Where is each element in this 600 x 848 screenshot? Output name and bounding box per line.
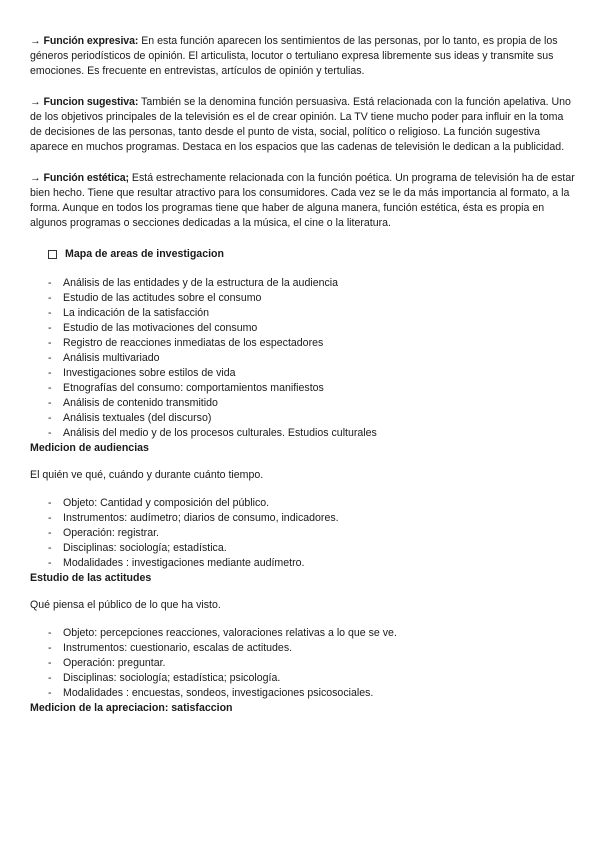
dash-bullet: - [48, 497, 52, 509]
list-item [30, 626, 575, 641]
dash-bullet: - [48, 367, 52, 379]
arrow-icon: → [30, 172, 41, 184]
paragraph-funcion-estetica [30, 171, 575, 231]
dash-bullet: - [48, 627, 52, 639]
list-item [30, 671, 575, 686]
list-item-text: Análisis del medio y de los procesos culturales. Estudios culturales [63, 427, 377, 439]
list-item [30, 496, 575, 511]
list-item-text: Instrumentos: audímetro; diarios de consumo, indicadores. [63, 512, 339, 524]
list-item-text: Objeto: Cantidad y composición del público. [63, 497, 270, 509]
paragraph-text: En esta función aparecen los sentimientos de las personas, por lo tanto, es propia de los géneros periodísticos de opinión. El articulista, locutor o tertuliano expresa libremente sus ideas y transmite sus emociones. Es frecuente en entrevistas, artículos de opinión y tertulias. [30, 35, 558, 77]
list-item-text: Estudio de las motivaciones del consumo [63, 322, 258, 334]
section-intro-medicion-audiencias: El quién ve qué, cuándo y durante cuánto tiempo. [30, 469, 264, 481]
dash-bullet: - [48, 642, 52, 654]
dash-bullet: - [48, 352, 52, 364]
list-item-text: Instrumentos: cuestionario, escalas de actitudes. [63, 642, 293, 654]
list-item-text: Etnografías del consumo: comportamientos manifiestos [63, 382, 324, 394]
list-item [30, 426, 575, 441]
list-item-text: Análisis multivariado [63, 352, 160, 364]
list-item-text: Análisis de contenido transmitido [63, 397, 218, 409]
dash-bullet: - [48, 542, 52, 554]
paragraph-funcion-expresiva [30, 34, 575, 79]
paragraph-funcion-sugestiva [30, 95, 575, 155]
list-item [30, 321, 575, 336]
medicion-audiencias-list [30, 496, 575, 571]
list-item [30, 556, 575, 571]
list-item [30, 351, 575, 366]
dash-bullet: - [48, 657, 52, 669]
dash-bullet: - [48, 672, 52, 684]
estudio-actitudes-list [30, 626, 575, 701]
list-item [30, 306, 575, 321]
arrow-icon: → [30, 35, 41, 47]
list-item-text: Análisis textuales (del discurso) [63, 412, 212, 424]
list-item [30, 411, 575, 426]
arrow-icon: → [30, 96, 41, 108]
dash-bullet: - [48, 512, 52, 524]
list-item-text: Investigaciones sobre estilos de vida [63, 367, 236, 379]
list-item [30, 526, 575, 541]
dash-bullet: - [48, 397, 52, 409]
paragraph-label: Función estética; [43, 172, 129, 184]
list-item-text: Modalidades : investigaciones mediante audímetro. [63, 557, 305, 569]
section-intro-estudio-actitudes: Qué piensa el público de lo que ha visto. [30, 599, 221, 611]
paragraph-text: Está estrechamente relacionada con la función poética. Un programa de televisión ha de estar bien hecho. Tiene que resultar atractivo para los consumidores. Cada vez se le da más importancia al formato, a la forma. Aunque en todos los programas tiene que haber de alguna manera, función estética, ésta es propia en algunos programas o secciones dedicadas a la música, el cine o la literatura. [30, 172, 575, 229]
document-content [30, 34, 575, 728]
list-item [30, 381, 575, 396]
list-item [30, 396, 575, 411]
mapa-checklist-item [48, 247, 575, 262]
dash-bullet: - [48, 322, 52, 334]
list-item [30, 641, 575, 656]
list-item-text: Estudio de las actitudes sobre el consumo [63, 292, 262, 304]
section-heading-medicion-apreciacion: Medicion de la apreciacion: satisfaccion [30, 702, 233, 714]
list-item [30, 276, 575, 291]
dash-bullet: - [48, 382, 52, 394]
paragraph-text: También se la denomina función persuasiva. Está relacionada con la función apelativa. Uno de los objetivos principales de la televisión es el de crear opinión. La TV tiene mucho poder para influir en la toma de decisiones de las personas, tanto desde el punto de vista, social, político o religioso. La función sugestiva aparece en muchos programas. Destaca en los espacios que las cadenas de televisión le dedican a la publicidad. [30, 96, 571, 153]
mapa-title: Mapa de areas de investigacion [65, 248, 224, 260]
list-item-text: Registro de reacciones inmediatas de los espectadores [63, 337, 324, 349]
section-heading-medicion-audiencias: Medicion de audiencias [30, 442, 149, 454]
list-item-text: Disciplinas: sociología; estadística; psicología. [63, 672, 281, 684]
list-item [30, 686, 575, 701]
dash-bullet: - [48, 687, 52, 699]
checkbox-icon[interactable] [48, 250, 57, 259]
list-item-text: Análisis de las entidades y de la estructura de la audiencia [63, 277, 339, 289]
list-item [30, 336, 575, 351]
paragraph-label: Funcion sugestiva: [43, 96, 139, 108]
list-item-text: Objeto: percepciones reacciones, valoraciones relativas a lo que se ve. [63, 627, 397, 639]
dash-bullet: - [48, 527, 52, 539]
dash-bullet: - [48, 427, 52, 439]
list-item-text: Modalidades : encuestas, sondeos, investigaciones psicosociales. [63, 687, 374, 699]
list-item [30, 541, 575, 556]
dash-bullet: - [48, 412, 52, 424]
list-item [30, 656, 575, 671]
list-item [30, 366, 575, 381]
dash-bullet: - [48, 277, 52, 289]
list-item [30, 291, 575, 306]
list-item-text: Operación: preguntar. [63, 657, 166, 669]
paragraph-label: Función expresiva: [43, 35, 139, 47]
dash-bullet: - [48, 292, 52, 304]
mapa-list [30, 276, 575, 441]
section-heading-estudio-actitudes: Estudio de las actitudes [30, 572, 152, 584]
list-item-text: Disciplinas: sociología; estadística. [63, 542, 227, 554]
dash-bullet: - [48, 307, 52, 319]
list-item-text: La indicación de la satisfacción [63, 307, 210, 319]
dash-bullet: - [48, 557, 52, 569]
dash-bullet: - [48, 337, 52, 349]
list-item-text: Operación: registrar. [63, 527, 159, 539]
list-item [30, 511, 575, 526]
